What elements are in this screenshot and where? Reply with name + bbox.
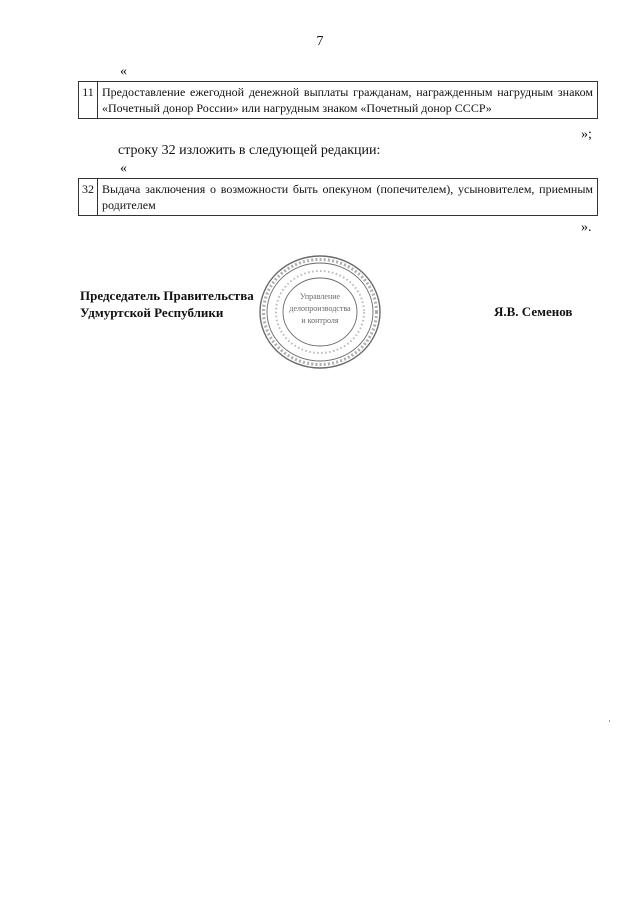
signature-name: Я.В. Семенов xyxy=(494,304,573,319)
signature-position xyxy=(80,287,254,321)
table-row-11 xyxy=(78,81,598,119)
seal-inner-line-2: делопроизводства xyxy=(289,304,351,313)
row-text: Предоставление ежегодной денежной выплаты гражданам, награжденным нагрудным знаком «Почетный донор России» или нагрудным знаком «Почетный донор СССР» xyxy=(98,82,598,119)
seal-inner-line-3: и контроля xyxy=(301,316,339,325)
seal-inner-line-1: Управление xyxy=(299,292,341,301)
signature-position-line-2: Удмуртской Республики xyxy=(80,305,224,320)
signature-position-line-1: Председатель Правительства xyxy=(80,288,254,303)
table-row-32 xyxy=(78,178,598,216)
open-quote-row-32: « xyxy=(120,161,127,176)
instruction-text: строку 32 изложить в следующей редакции: xyxy=(118,143,381,158)
page-number: 7 xyxy=(316,34,324,49)
row-number: 32 xyxy=(79,179,98,216)
close-quote-row-32: ». xyxy=(581,220,592,235)
margin-mark xyxy=(609,720,610,722)
row-number: 11 xyxy=(79,82,98,119)
close-quote-row-11: »; xyxy=(581,127,592,142)
row-text: Выдача заключения о возможности быть опекуном (попечителем), усыновителем, приемным родителем xyxy=(98,179,598,216)
open-quote-row-11: « xyxy=(120,64,127,79)
official-seal-stamp xyxy=(256,252,384,372)
